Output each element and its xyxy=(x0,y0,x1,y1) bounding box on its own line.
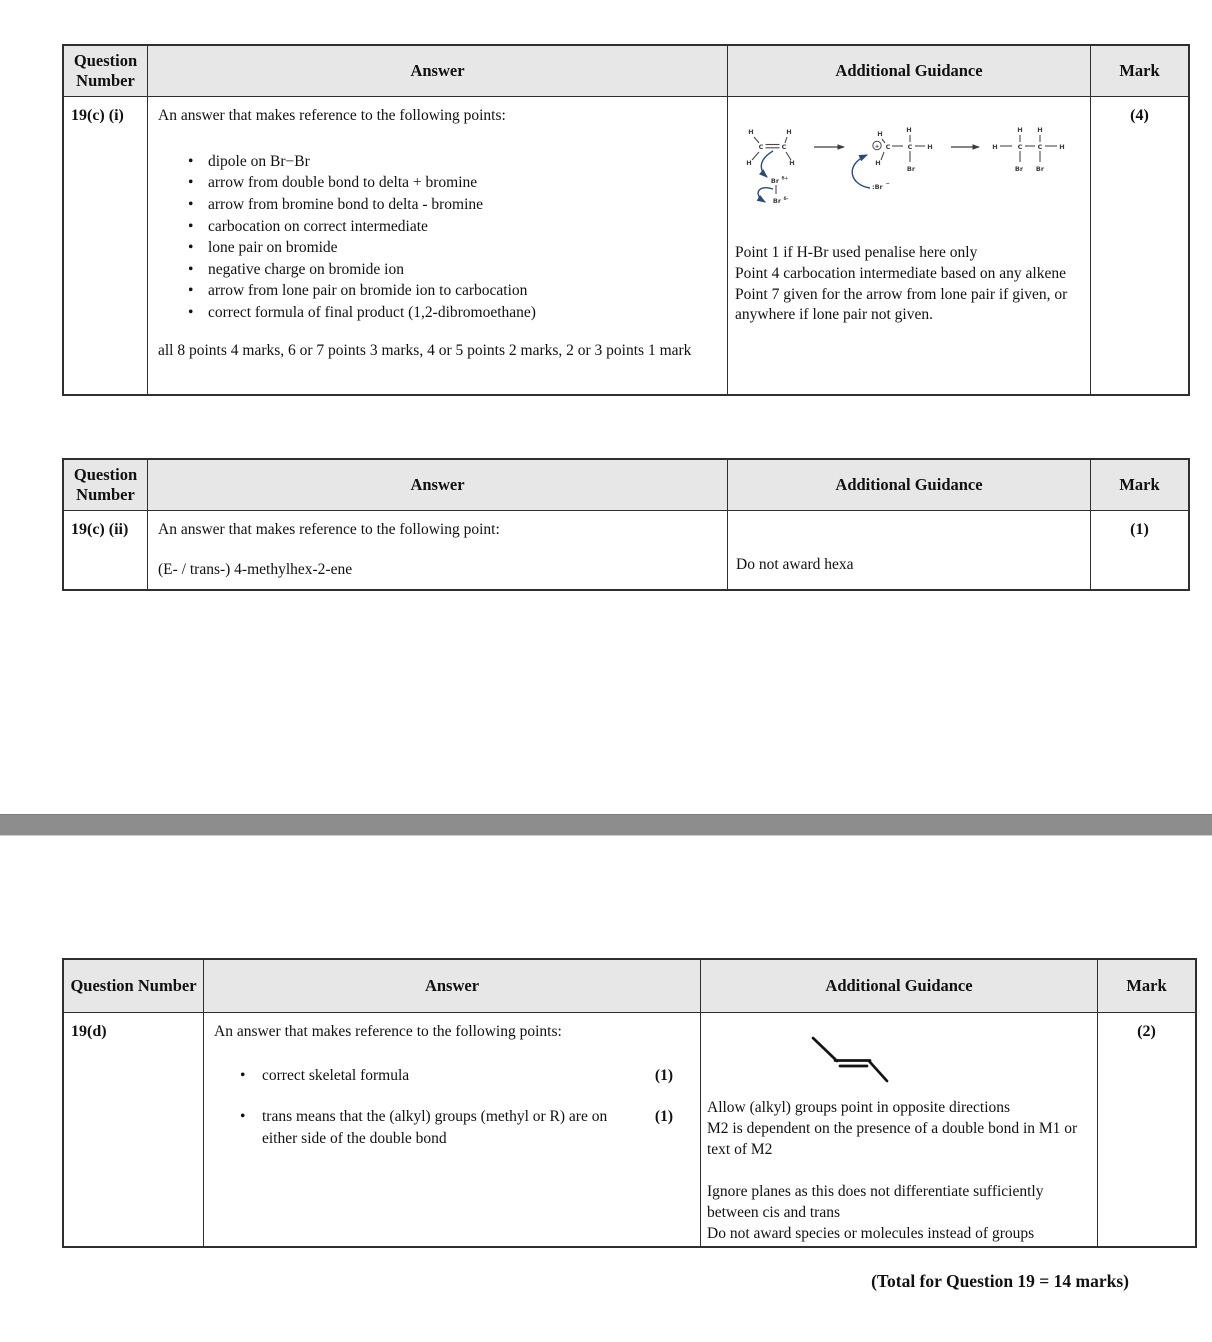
table-body-row xyxy=(64,1013,1195,1246)
svg-text:H: H xyxy=(1037,126,1043,134)
svg-text:C: C xyxy=(1017,143,1023,151)
bullet-text: arrow from bromine bond to delta - bromine xyxy=(208,195,484,213)
page-break-separator xyxy=(0,814,1212,836)
svg-text:Br: Br xyxy=(770,177,780,185)
list-item xyxy=(158,259,717,281)
column-header-question-number: Question Number xyxy=(64,46,148,96)
curly-arrow-pi-to-br-icon xyxy=(761,151,773,177)
answer-intro: An answer that makes reference to the following points: xyxy=(214,1023,562,1040)
svg-text:δ+: δ+ xyxy=(781,176,789,182)
question-number-cell: 19(c) (ii) xyxy=(64,511,148,589)
answer-cell xyxy=(204,1013,701,1246)
svg-text:H: H xyxy=(789,159,795,167)
bullet-icon xyxy=(188,237,208,259)
svg-text:C: C xyxy=(1037,143,1043,151)
bullet-text: dipole on Br−Br xyxy=(208,152,310,170)
guidance-notes xyxy=(707,1097,1092,1244)
trans-skeletal-formula-diagram xyxy=(799,1031,899,1089)
guidance-line: Ignore planes as this does not differentiate sufficiently between cis and trans xyxy=(707,1183,1044,1221)
column-header-answer: Answer xyxy=(204,960,701,1012)
bullet-text: lone pair on bromide xyxy=(208,239,338,257)
table-body-row xyxy=(64,511,1188,589)
list-item xyxy=(214,1106,690,1149)
column-header-answer: Answer xyxy=(148,46,728,96)
column-header-additional-guidance: Additional Guidance xyxy=(728,46,1091,96)
bullet-icon xyxy=(188,151,208,173)
table-header-row xyxy=(64,46,1188,97)
guidance-line: Point 7 given for the arrow from lone pair if given, or anywhere if lone pair not given. xyxy=(735,285,1068,324)
answer-intro: An answer that makes reference to the following points: xyxy=(158,107,506,124)
bullet-icon xyxy=(188,280,208,302)
list-item xyxy=(158,151,717,173)
svg-text:H: H xyxy=(1059,143,1065,151)
list-item xyxy=(158,172,717,194)
column-header-question-number: Question Number xyxy=(64,960,204,1012)
bullet-icon xyxy=(188,216,208,238)
bullet-icon xyxy=(240,1065,262,1087)
curly-arrow-brbond-to-br-icon xyxy=(758,188,773,202)
table-19d xyxy=(62,958,1197,1248)
guidance-line: Allow (alkyl) groups point in opposite directions xyxy=(707,1099,1011,1116)
svg-text:Br: Br xyxy=(1014,165,1024,173)
svg-text:Br: Br xyxy=(772,197,782,205)
list-item xyxy=(158,280,717,302)
column-header-mark: Mark xyxy=(1119,474,1160,494)
bullet-icon xyxy=(188,172,208,194)
column-header-mark: Mark xyxy=(1126,975,1167,995)
question-total: (Total for Question 19 = 14 marks) xyxy=(871,1271,1129,1291)
svg-text:+: + xyxy=(874,144,880,150)
svg-text:H: H xyxy=(1017,126,1023,134)
svg-text:Br: Br xyxy=(906,165,916,173)
answer-intro: An answer that makes reference to the following point: xyxy=(158,521,500,538)
answer-cell xyxy=(148,97,728,394)
table-19c-i xyxy=(62,44,1190,396)
bullet-icon xyxy=(240,1106,262,1149)
table-header-row xyxy=(64,460,1188,511)
svg-text:H: H xyxy=(992,143,998,151)
mark-cell: (2) xyxy=(1137,1023,1156,1040)
mark-cell: (4) xyxy=(1130,107,1149,124)
guidance-cell xyxy=(728,97,1091,394)
bullet-text: correct formula of final product (1,2-dibromoethane) xyxy=(208,303,536,321)
marking-summary: all 8 points 4 marks, 6 or 7 points 3 marks, 4 or 5 points 2 marks, 2 or 3 points 1 mark xyxy=(158,341,692,359)
table-19c-ii xyxy=(62,458,1190,591)
svg-text:H: H xyxy=(746,159,752,167)
question-number-cell: 19(c) (i) xyxy=(64,97,148,394)
svg-text:−: − xyxy=(885,181,891,187)
guidance-line: Point 1 if H-Br used penalise here only xyxy=(735,244,978,261)
guidance-notes xyxy=(735,243,1084,326)
column-header-additional-guidance: Additional Guidance xyxy=(701,960,1098,1012)
svg-text:Br: Br xyxy=(1035,165,1045,173)
bullet-text: carbocation on correct intermediate xyxy=(208,217,428,235)
answer-bullet-list xyxy=(158,151,717,324)
bullet-text: arrow from lone pair on bromide ion to carbocation xyxy=(208,282,528,300)
svg-text:H: H xyxy=(927,143,933,151)
bullet-icon xyxy=(188,194,208,216)
mark-cell: (1) xyxy=(1130,521,1149,538)
bullet-text: correct skeletal formula xyxy=(262,1066,410,1084)
column-header-mark: Mark xyxy=(1119,60,1160,80)
svg-text:H: H xyxy=(786,128,792,136)
svg-text::Br: :Br xyxy=(872,183,883,191)
question-number-cell: 19(d) xyxy=(64,1013,204,1246)
column-header-additional-guidance: Additional Guidance xyxy=(728,460,1091,510)
answer-formula: (E- / trans-) 4-methylhex-2-ene xyxy=(158,560,353,578)
svg-text:δ-: δ- xyxy=(783,197,789,202)
svg-text:H: H xyxy=(748,128,754,136)
list-item xyxy=(158,302,717,324)
svg-text:C: C xyxy=(758,143,764,151)
list-item xyxy=(214,1065,690,1087)
guidance-line: Do not award hexa xyxy=(736,556,854,574)
guidance-cell xyxy=(701,1013,1098,1246)
column-header-answer: Answer xyxy=(148,460,728,510)
guidance-line: M2 is dependent on the presence of a double bond in M1 or text of M2 xyxy=(707,1120,1078,1158)
bullet-text: arrow from double bond to delta + bromine xyxy=(208,174,478,192)
list-item xyxy=(158,216,717,238)
list-item xyxy=(158,194,717,216)
svg-text:C: C xyxy=(885,143,891,151)
bullet-text: negative charge on bromide ion xyxy=(208,260,404,278)
bullet-text: trans means that the (alkyl) groups (methyl or R) are on either side of the double bond xyxy=(262,1108,608,1147)
guidance-cell xyxy=(728,511,1091,589)
svg-text:C: C xyxy=(907,143,913,151)
bullet-mark: (1) xyxy=(654,1108,673,1126)
bullet-mark: (1) xyxy=(654,1066,673,1084)
curly-arrow-bromide-to-carbocation-icon xyxy=(852,155,870,188)
table-body-row xyxy=(64,97,1188,394)
svg-text:H: H xyxy=(875,159,881,167)
guidance-line: Point 4 carbocation intermediate based on any alkene xyxy=(735,264,1066,282)
bullet-icon xyxy=(188,302,208,324)
bromination-mechanism-diagram xyxy=(740,113,1085,218)
answer-cell xyxy=(148,511,728,589)
svg-text:C: C xyxy=(781,143,787,151)
svg-text:H: H xyxy=(906,126,912,134)
table-header-row xyxy=(64,960,1195,1013)
bullet-icon xyxy=(188,259,208,281)
list-item xyxy=(158,237,717,259)
column-header-question-number: Question Number xyxy=(64,460,148,510)
guidance-line: Do not award species or molecules instead of groups xyxy=(707,1225,1035,1242)
svg-text:H: H xyxy=(877,130,883,138)
